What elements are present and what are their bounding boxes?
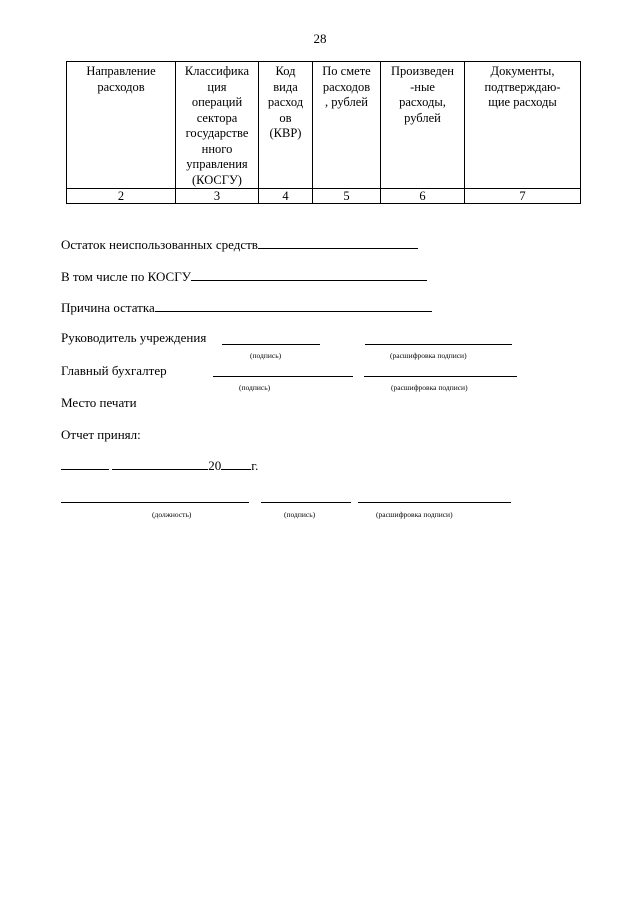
kosgu-line <box>61 268 427 285</box>
receiver-decoding-field[interactable] <box>358 490 511 503</box>
date-year-field[interactable] <box>221 457 251 470</box>
header-direction: Направление расходов <box>67 62 176 189</box>
kosgu-field[interactable] <box>191 268 427 281</box>
stamp-line <box>61 395 137 411</box>
date-month-field[interactable] <box>112 457 208 470</box>
header-kosgu: Классифика ция операций сектора государстве нного управления (КОСГУ) <box>176 62 259 189</box>
receiver-position-field[interactable] <box>61 490 249 503</box>
date-year-suffix: г. <box>251 458 259 473</box>
kosgu-label: В том числе по КОСГУ <box>61 269 191 284</box>
column-number: 3 <box>176 189 259 204</box>
header-kvr: Код вида расход ов (КВР) <box>259 62 313 189</box>
header-budget: По смете расходов , рублей <box>313 62 381 189</box>
head-signature-field[interactable] <box>222 332 320 345</box>
balance-line <box>61 236 418 253</box>
hint-position: (должность) <box>152 510 192 519</box>
reason-line <box>61 299 432 316</box>
head-decoding-field[interactable] <box>365 332 512 345</box>
reason-label: Причина остатка <box>61 300 155 315</box>
column-number: 2 <box>67 189 176 204</box>
date-line <box>61 457 258 474</box>
balance-field[interactable] <box>258 236 418 249</box>
table-header-row <box>67 62 581 189</box>
hint-signature: (подпись) <box>250 351 282 360</box>
header-documents: Документы, подтверждаю- щие расходы <box>465 62 581 189</box>
expenses-table <box>66 61 581 204</box>
accepted-label: Отчет принял: <box>61 427 141 442</box>
hint-decoding: (расшифровка подписи) <box>390 351 467 360</box>
accountant-label: Главный бухгалтер <box>61 363 167 378</box>
head-line <box>61 330 206 346</box>
accountant-decoding-field[interactable] <box>364 364 517 377</box>
balance-label: Остаток неиспользованных средств <box>61 237 258 252</box>
column-number: 5 <box>313 189 381 204</box>
hint-signature: (подпись) <box>239 383 271 392</box>
column-number-row <box>67 189 581 204</box>
hint-decoding: (расшифровка подписи) <box>376 510 453 519</box>
column-number: 7 <box>465 189 581 204</box>
header-actual: Произведен -ные расходы, рублей <box>381 62 465 189</box>
reason-field[interactable] <box>155 299 432 312</box>
column-number: 6 <box>381 189 465 204</box>
hint-decoding: (расшифровка подписи) <box>391 383 468 392</box>
accountant-line <box>61 363 167 379</box>
page-number: 28 <box>313 31 327 46</box>
accepted-line <box>61 427 141 443</box>
column-number: 4 <box>259 189 313 204</box>
hint-signature: (подпись) <box>284 510 316 519</box>
date-year-prefix: 20 <box>208 458 222 473</box>
date-day-field[interactable] <box>61 457 109 470</box>
receiver-signature-field[interactable] <box>261 490 351 503</box>
accountant-signature-field[interactable] <box>213 364 353 377</box>
head-label: Руководитель учреждения <box>61 330 207 345</box>
stamp-label: Место печати <box>61 395 137 410</box>
